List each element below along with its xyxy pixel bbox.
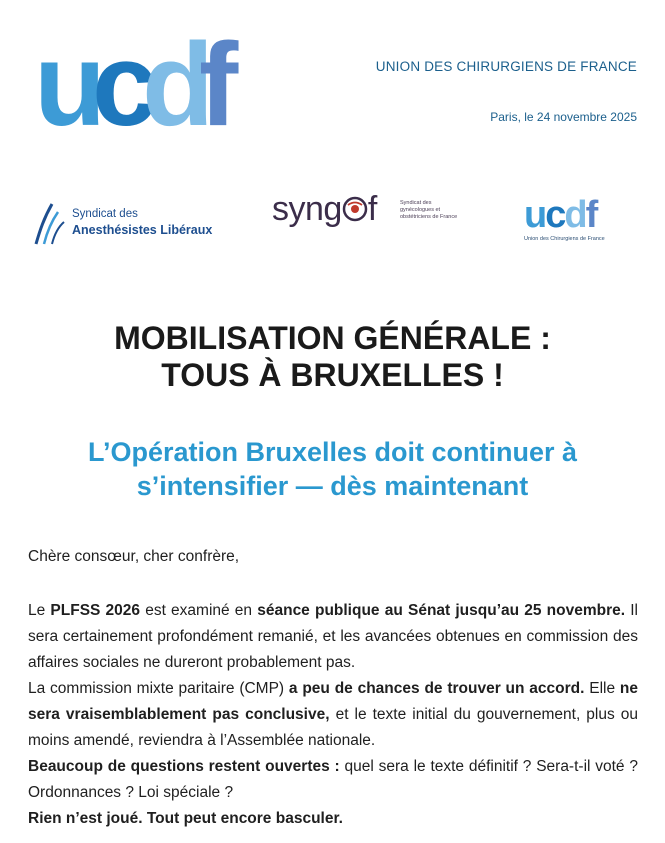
p1-text-a: Le (28, 602, 51, 619)
p2-bold-accord: a peu de chances de trouver un accord. (288, 680, 585, 697)
paragraph-conclusion (28, 806, 638, 832)
salutation: Chère consœur, cher confrère, (28, 548, 240, 565)
small-letter-d: d (564, 194, 586, 236)
paragraph-questions (28, 754, 638, 806)
page-title (0, 320, 665, 394)
subtitle-line1: L’Opération Bruxelles doit continuer à (87, 437, 578, 467)
ucdf-logo (34, 19, 239, 151)
title-line2: TOUS À BRUXELLES ! (161, 357, 504, 393)
sal-logo (30, 200, 220, 246)
org-name: UNION DES CHIRURGIENS DE FRANCE (375, 59, 637, 74)
small-letter-f: f (585, 194, 597, 236)
sal-line2: Anesthésistes Libéraux (72, 223, 213, 237)
paragraph-cmp (28, 676, 638, 754)
p3-text-b: quel sera le texte définitif ? Sera-t-il voté ? Ordonnances ? Loi spéciale ? (28, 758, 638, 801)
p1-bold-senat: séance publique au Sénat jusqu’au 25 novembre. (257, 602, 626, 619)
logo-letter-u: u (34, 19, 101, 151)
p3-bold-questions: Beaucoup de questions restent ouvertes : (28, 758, 340, 775)
title-line1: MOBILISATION GÉNÉRALE : (114, 320, 551, 356)
ucdf-small-sub: Union des Chirurgiens de France (524, 236, 605, 242)
letter-body (28, 598, 638, 832)
syngof-word-b: f (367, 190, 377, 228)
p2-text-e: et le texte initial du gouvernement, plus ou moins amendé, reviendra à l’Assemblée nationale. (28, 706, 639, 749)
ucdf-small-logo (524, 196, 609, 250)
sal-line1: Syndicat des (72, 208, 138, 220)
logo-letter-f: f (199, 19, 233, 151)
subtitle-line2: s’intensifier — dès maintenant (136, 471, 529, 501)
paragraph-plfss (28, 598, 638, 676)
syngof-word (272, 190, 377, 229)
letter-date: Paris, le 24 novembre 2025 (490, 110, 637, 124)
small-letter-c: c (545, 194, 565, 236)
p1-text-e: Il sera certainement profondément remanié, et les avancées obtenues en commission des affaires sociales ne dureront probablement pas. (28, 602, 638, 671)
syngof-desc: Syndicat des gynécologues et obstétriciens de France (400, 200, 458, 220)
p1-bold-plfss: PLFSS 2026 (50, 602, 141, 619)
syngof-word-a: syng (272, 190, 342, 228)
ucdf-small-letters (524, 196, 596, 234)
logo-letter-d: d (142, 19, 209, 151)
p2-text-a: La commission mixte paritaire (CMP) (28, 680, 289, 697)
p4-bold-conclusion: Rien n’est joué. Tout peut encore basculer. (28, 810, 343, 827)
p1-text-c: est examiné en (140, 602, 258, 619)
small-letter-u: u (524, 194, 546, 236)
logo-letter-c: c (92, 19, 152, 151)
sal-logo-icon (30, 200, 70, 246)
syngof-logo (272, 190, 458, 240)
ovary-symbol-icon (342, 192, 368, 218)
p2-text-c: Elle (584, 680, 620, 697)
page-subtitle (0, 435, 665, 503)
p2-bold-conclusive: ne sera vraisemblablement pas conclusive, (28, 680, 638, 723)
